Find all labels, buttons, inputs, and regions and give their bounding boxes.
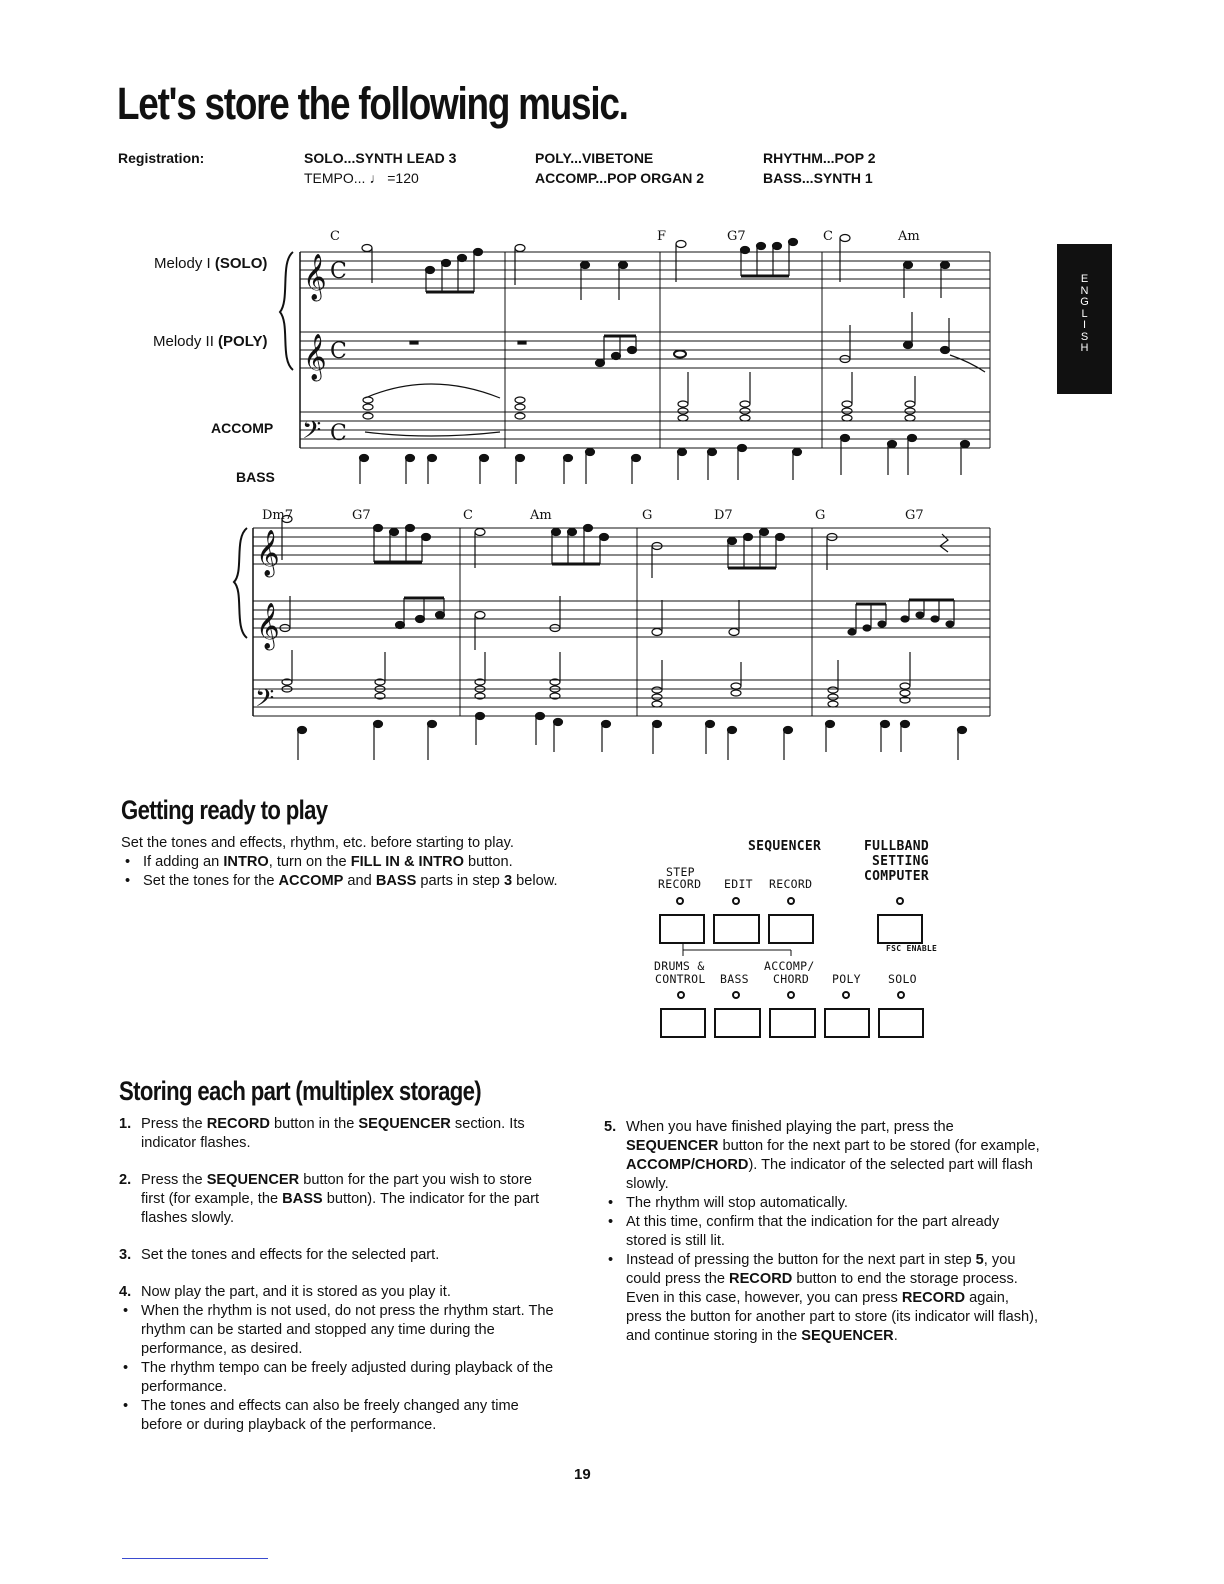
led-record: [787, 897, 795, 905]
step-4-bullet-2: • The rhythm tempo can be freely adjusted during playback of the performance.: [123, 1360, 554, 1395]
chord-symbol: Am: [898, 229, 920, 244]
panel-edit-label: EDIT: [724, 877, 753, 891]
led-poly: [842, 991, 850, 999]
panel-solo-label: SOLO: [888, 972, 917, 986]
panel-accomp-label-1: ACCOMP/: [764, 959, 815, 973]
panel-accomp-label-2: CHORD: [773, 972, 810, 986]
step-3: 3. Set the tones and effects for the selected part.: [119, 1247, 440, 1263]
tab-letter: S: [1080, 330, 1089, 343]
staff-melody1-row1: [300, 252, 990, 288]
step-5-bullet-2: • At this time, confirm that the indication for the part already stored is still lit.: [608, 1214, 1000, 1249]
staff-accomp-row1: [300, 412, 990, 448]
staff-melody2-row2: [253, 601, 990, 637]
getting-ready-bullet-2: • Set the tones for the ACCOMP and BASS parts in step 3 below.: [125, 873, 558, 889]
led-step-record: [676, 897, 684, 905]
staff-accomp-row2: [253, 680, 990, 716]
registration-accomp: ACCOMP...POP ORGAN 2: [535, 170, 705, 186]
page-title: Let's store the following music.: [117, 78, 628, 129]
storing-left-column: [119, 1115, 559, 1435]
drums-control-button[interactable]: [660, 1008, 706, 1038]
storing-right-column: [604, 1118, 1042, 1346]
section-heading-storing: Storing each part (multiplex storage): [119, 1076, 482, 1106]
svg-text:𝄢: 𝄢: [302, 416, 322, 451]
chord-symbol: Dm7: [262, 508, 294, 523]
chord-symbol: G7: [352, 508, 371, 523]
chord-symbol: C: [823, 229, 833, 244]
panel-fullband-line2: SETTING: [872, 854, 929, 869]
chord-symbol: F: [657, 229, 667, 244]
panel-step-label-1: STEP: [666, 865, 695, 879]
staff-label-accomp: ACCOMP: [211, 420, 274, 436]
fullband-setting-computer-button[interactable]: [877, 914, 923, 944]
chord-symbol: G: [815, 508, 826, 523]
chord-symbol: Am: [530, 508, 552, 523]
registration-solo: SOLO...SYNTH LEAD 3: [304, 150, 457, 166]
getting-ready-bullet-1: • If adding an INTRO, turn on the FILL IN & INTRO button.: [125, 854, 513, 870]
step-4-bullet-3: • The tones and effects can also be freely changed any time before or during playback of the performance.: [123, 1398, 519, 1433]
chord-symbol: G: [642, 508, 653, 523]
language-side-tab: [1057, 244, 1112, 394]
registration-bass: BASS...SYNTH 1: [763, 170, 873, 186]
step-5-bullet-3: • Instead of pressing the button for the next part in step 5, you could press the RECORD button to end the storage process. Even in this case, however, you can press RECORD again, press the button for another part to store (its indicator will flash), and continue storing in the SEQUENCER.: [608, 1252, 1039, 1344]
sequencer-panel-diagram: [650, 838, 950, 1038]
svg-text:𝄞: 𝄞: [303, 254, 327, 300]
tab-letter: I: [1082, 319, 1087, 331]
edit-button[interactable]: [713, 914, 760, 944]
step-2: 2. Press the SEQUENCER button for the part you wish to store first (for example, the BASS button). The indicator for the part flashes slowly.: [119, 1172, 539, 1226]
getting-ready-text: [121, 834, 567, 891]
svg-text:C: C: [330, 339, 347, 364]
registration-tempo: TEMPO... ♩ =120: [304, 170, 419, 186]
chord-symbol: G7: [727, 229, 746, 244]
staff-label-melody2: Melody II (POLY): [153, 333, 268, 350]
staff-melody2-row1: [300, 332, 990, 368]
led-accomp: [787, 991, 795, 999]
led-solo: [897, 991, 905, 999]
step-record-button[interactable]: [659, 914, 705, 944]
led-edit: [732, 897, 740, 905]
chord-symbol: G7: [905, 508, 924, 523]
language-tab-label: [1057, 244, 1112, 355]
step-1: 1. Press the RECORD button in the SEQUENCER section. Its indicator flashes.: [119, 1116, 525, 1151]
led-fullband: [896, 897, 904, 905]
tab-letter: G: [1080, 296, 1089, 308]
panel-poly-label: POLY: [832, 972, 861, 986]
page-number: 19: [574, 1466, 591, 1483]
panel-step-label-2: RECORD: [658, 877, 702, 891]
tab-letter: H: [1080, 342, 1089, 354]
tab-letter: L: [1081, 307, 1088, 320]
panel-drums-label-2: CONTROL: [655, 972, 706, 986]
record-button[interactable]: [768, 914, 814, 944]
led-bass: [732, 991, 740, 999]
tab-letter: E: [1080, 273, 1089, 285]
panel-fsc-enable-label: FSC ENABLE: [886, 944, 938, 953]
tab-letter: N: [1080, 284, 1089, 297]
step-5-bullet-1: • The rhythm will stop automatically.: [608, 1195, 848, 1211]
step-4-bullet-1: • When the rhythm is not used, do not press the rhythm start. The rhythm can be started and stopped any time during the performance, as desired.: [123, 1303, 554, 1357]
staff-label-melody1: Melody I (SOLO): [154, 255, 268, 272]
panel-record-label: RECORD: [769, 877, 813, 891]
panel-drums-label-1: DRUMS &: [654, 959, 705, 973]
chord-symbol: C: [330, 229, 340, 244]
getting-ready-intro: Set the tones and effects, rhythm, etc. before starting to play.: [121, 835, 514, 851]
staff-label-bass: BASS: [236, 469, 275, 485]
registration-label: Registration:: [118, 150, 205, 166]
accomp-chord-button[interactable]: [769, 1008, 816, 1038]
svg-text:𝄞: 𝄞: [256, 603, 280, 649]
svg-text:C: C: [330, 421, 347, 446]
svg-text:C: C: [330, 259, 347, 284]
step-5: 5. When you have finished playing the part, press the SEQUENCER button for the next part to be stored (for example, ACCOMP/CHORD). The indicator of the selected part will flash slowly.: [604, 1119, 1040, 1192]
staff-melody1-row2: [253, 528, 990, 564]
bass-button[interactable]: [714, 1008, 761, 1038]
registration-rhythm: RHYTHM...POP 2: [763, 150, 876, 166]
chord-symbol: C: [463, 508, 473, 523]
section-heading-getting-ready: Getting ready to play: [121, 795, 328, 825]
svg-text:𝄞: 𝄞: [256, 530, 280, 576]
svg-text:𝄞: 𝄞: [303, 334, 327, 380]
registration-poly: POLY...VIBETONE: [535, 150, 654, 166]
panel-bass-label: BASS: [720, 972, 749, 986]
step-4: 4. Now play the part, and it is stored as you play it.: [119, 1284, 451, 1300]
chord-symbol: D7: [714, 508, 733, 523]
svg-text:𝄢: 𝄢: [255, 684, 275, 719]
footer-rule: [122, 1558, 268, 1559]
poly-button[interactable]: [824, 1008, 870, 1038]
panel-sequencer-heading: SEQUENCER: [748, 839, 822, 854]
panel-fullband-line3: COMPUTER: [864, 869, 930, 884]
led-drums: [677, 991, 685, 999]
solo-button[interactable]: [878, 1008, 924, 1038]
panel-fullband-line1: FULLBAND: [864, 839, 930, 854]
